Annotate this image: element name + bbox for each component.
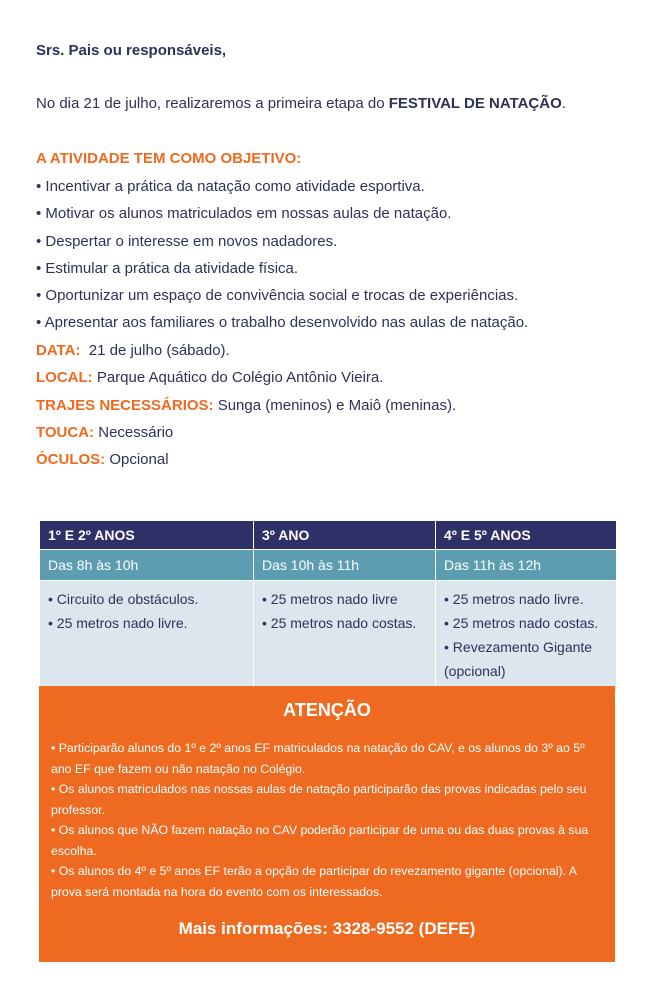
intro-paragraph (36, 95, 566, 112)
activity-item: • 25 metros nado livre. (444, 591, 584, 607)
objective-item: • Motivar os alunos matriculados em nossas aulas de natação. (36, 205, 452, 223)
attention-item: • Os alunos que NÃO fazem natação no CAV poderão participar de uma ou das duas provas à sua escolha. (51, 823, 589, 858)
event-info (36, 341, 456, 477)
festival-name: FESTIVAL DE NATAÇÃO (388, 95, 562, 112)
time-grade-4-5: Das 11h às 12h (436, 550, 617, 581)
header-grade-3: 3º ANO (254, 521, 436, 550)
schedule-time-row (40, 550, 617, 581)
info-attire: TRAJES NECESSÁRIOS: Sunga (meninos) e Maiô (meninas). (36, 396, 457, 414)
objective-list (36, 177, 528, 341)
objective-title: A ATIVIDADE TEM COMO OBJETIVO: (36, 150, 302, 167)
activity-item: • 25 metros nado livre. (48, 615, 188, 631)
activity-item: • 25 metros nado costas. (444, 615, 599, 631)
attention-title: ATENÇÃO (283, 700, 371, 720)
schedule-activity-row (40, 581, 617, 692)
activity-item: • Circuito de obstáculos. (48, 591, 199, 607)
schedule-table (39, 520, 617, 692)
intro-text: No dia 21 de julho, realizaremos a primeira etapa do (36, 95, 385, 112)
objective-item: • Despertar o interesse em novos nadadores. (36, 232, 338, 250)
attention-item: • Os alunos matriculados nas nossas aulas de natação participarão das provas indicadas pelo seu professor. (51, 782, 587, 817)
activities-grade-1-2 (40, 581, 254, 692)
time-grade-1-2: Das 8h às 10h (40, 550, 254, 581)
info-date: DATA: 21 de julho (sábado). (36, 342, 230, 359)
activity-item: • Revezamento Gigante (opcional) (444, 639, 593, 679)
attention-box (39, 686, 615, 962)
objective-item: • Apresentar aos familiares o trabalho desenvolvido nas aulas de natação. (36, 314, 529, 332)
attention-list (51, 738, 601, 902)
objective-item: • Oportunizar um espaço de convivência social e trocas de experiências. (36, 287, 519, 305)
activities-grade-3 (254, 581, 436, 692)
info-goggles: ÓCULOS: Opcional (36, 451, 169, 469)
activities-grade-4-5 (436, 581, 617, 692)
activity-item: • 25 metros nado livre (262, 591, 398, 607)
header-grade-1-2: 1º E 2º ANOS (40, 521, 254, 550)
schedule-header-row (40, 521, 617, 550)
activity-item: • 25 metros nado costas. (262, 615, 417, 631)
info-location: LOCAL: Parque Aquático do Colégio Antônio Vieira. (36, 369, 384, 387)
intro-end: . (561, 95, 566, 112)
info-cap: TOUCA: Necessário (36, 423, 174, 441)
attention-item: • Os alunos do 4º e 5º anos EF terão a opção de participar do revezamento gigante (opcional). A prova será montada na hora do evento com os interessados. (51, 864, 577, 899)
objective-item: • Incentivar a prática da natação como atividade esportiva. (36, 178, 425, 195)
time-grade-3: Das 10h às 11h (254, 550, 436, 581)
more-info-contact: Mais informações: 3328-9552 (DEFE) (178, 919, 476, 938)
objective-item: • Estimular a prática da atividade física. (36, 259, 299, 277)
greeting: Srs. Pais ou responsáveis, (36, 42, 227, 59)
header-grade-4-5: 4º E 5º ANOS (436, 521, 617, 550)
attention-item: • Participarão alunos do 1º e 2º anos EF matriculados na natação do CAV, e os alunos do 3º ao 5º ano EF que fazem ou não natação no Colégio. (51, 741, 585, 776)
